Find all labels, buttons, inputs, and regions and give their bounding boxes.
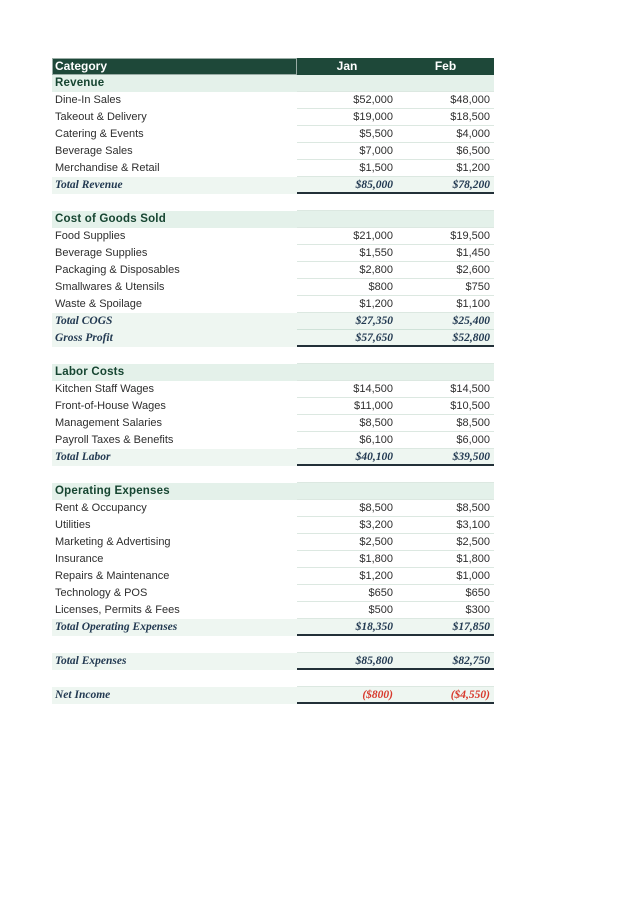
row-label-cell[interactable] [52, 347, 297, 364]
jan-amount-cell[interactable]: $11,000 [297, 398, 397, 415]
total-row [52, 330, 494, 347]
feb-amount-cell[interactable]: $18,500 [397, 109, 494, 126]
row-label-cell[interactable]: Marketing & Advertising [55, 536, 171, 548]
row-label-cell[interactable]: Total Expenses [52, 653, 297, 670]
feb-amount-cell[interactable]: $2,500 [397, 534, 494, 551]
feb-amount-cell[interactable] [397, 364, 494, 381]
feb-amount-cell[interactable]: $2,600 [397, 262, 494, 279]
feb-amount-cell[interactable]: $3,100 [397, 517, 494, 534]
data-row [52, 296, 494, 313]
data-row [52, 415, 494, 432]
feb-amount-cell[interactable]: ($4,550) [397, 687, 494, 704]
column-header-feb[interactable]: Feb [397, 58, 494, 75]
row-label-cell[interactable]: Management Salaries [55, 417, 163, 429]
feb-amount-cell[interactable]: $1,200 [397, 160, 494, 177]
jan-amount-cell[interactable]: $800 [297, 279, 397, 296]
row-label-cell[interactable]: Utilities [55, 519, 91, 531]
row-label-cell[interactable]: Total Revenue [52, 177, 297, 194]
data-row [52, 143, 494, 160]
feb-amount-cell[interactable]: $650 [397, 585, 494, 602]
jan-amount-cell[interactable]: $40,100 [297, 449, 397, 466]
jan-amount-cell[interactable] [297, 483, 397, 500]
jan-amount-cell[interactable]: $1,200 [297, 296, 397, 313]
jan-amount-cell[interactable] [297, 364, 397, 381]
table-body [52, 75, 494, 704]
data-row [52, 432, 494, 449]
jan-amount-cell[interactable]: $8,500 [297, 415, 397, 432]
jan-amount-cell[interactable]: $1,200 [297, 568, 397, 585]
feb-amount-cell[interactable]: $1,800 [397, 551, 494, 568]
total-row [52, 449, 494, 466]
feb-amount-cell[interactable]: $4,000 [397, 126, 494, 143]
feb-amount-cell[interactable]: $300 [397, 602, 494, 619]
feb-amount-cell[interactable]: $82,750 [397, 653, 494, 670]
jan-amount-cell[interactable]: ($800) [297, 687, 397, 704]
feb-amount-cell[interactable]: $1,000 [397, 568, 494, 585]
row-label-cell[interactable]: Insurance [55, 553, 104, 565]
row-label-cell[interactable]: Kitchen Staff Wages [55, 383, 155, 395]
section-title-cell[interactable]: Operating Expenses [52, 483, 297, 500]
column-header-category[interactable]: Category [52, 58, 297, 75]
jan-amount-cell[interactable]: $19,000 [297, 109, 397, 126]
row-label-cell[interactable]: Food Supplies [55, 230, 126, 242]
feb-amount-cell[interactable]: $6,500 [397, 143, 494, 160]
data-row [52, 381, 494, 398]
data-row [52, 585, 494, 602]
data-row [52, 245, 494, 262]
jan-amount-cell[interactable] [297, 194, 397, 211]
section-header-row [52, 483, 494, 500]
feb-amount-cell[interactable] [397, 347, 494, 364]
feb-amount-cell[interactable]: $78,200 [397, 177, 494, 194]
spacer-row [52, 194, 494, 211]
jan-amount-cell[interactable] [297, 670, 397, 687]
section-title-cell[interactable]: Revenue [52, 75, 297, 92]
row-label-cell[interactable]: Beverage Supplies [55, 247, 148, 259]
row-label-cell[interactable]: Gross Profit [52, 330, 297, 347]
feb-amount-cell[interactable]: $8,500 [397, 415, 494, 432]
jan-amount-cell[interactable]: $2,800 [297, 262, 397, 279]
feb-amount-cell[interactable]: $10,500 [397, 398, 494, 415]
column-header-jan[interactable]: Jan [297, 58, 397, 75]
row-label-cell[interactable]: Takeout & Delivery [55, 111, 147, 123]
row-label-cell[interactable] [52, 194, 297, 211]
jan-amount-cell[interactable]: $85,800 [297, 653, 397, 670]
data-row [52, 534, 494, 551]
row-label-cell[interactable]: Smallwares & Utensils [55, 281, 165, 293]
total-row [52, 313, 494, 330]
row-label-cell[interactable]: Waste & Spoilage [55, 298, 143, 310]
section-title-cell[interactable]: Labor Costs [52, 364, 297, 381]
spacer-row [52, 347, 494, 364]
spacer-row [52, 670, 494, 687]
feb-amount-cell[interactable] [397, 466, 494, 483]
jan-amount-cell[interactable]: $27,350 [297, 313, 397, 330]
data-row [52, 228, 494, 245]
data-row [52, 568, 494, 585]
total-row [52, 619, 494, 636]
feb-amount-cell[interactable]: $750 [397, 279, 494, 296]
feb-amount-cell[interactable]: $8,500 [397, 500, 494, 517]
row-label-cell[interactable]: Catering & Events [55, 128, 144, 140]
jan-amount-cell[interactable]: $650 [297, 585, 397, 602]
data-row [52, 126, 494, 143]
row-label-cell[interactable]: Merchandise & Retail [55, 162, 160, 174]
spacer-row [52, 466, 494, 483]
jan-amount-cell[interactable]: $18,350 [297, 619, 397, 636]
row-label-cell[interactable]: Net Income [52, 687, 297, 704]
section-header-row [52, 211, 494, 228]
feb-amount-cell[interactable]: $25,400 [397, 313, 494, 330]
section-title-cell[interactable]: Cost of Goods Sold [52, 211, 297, 228]
data-row [52, 92, 494, 109]
jan-amount-cell[interactable]: $1,800 [297, 551, 397, 568]
feb-amount-cell[interactable] [397, 670, 494, 687]
feb-amount-cell[interactable] [397, 75, 494, 92]
jan-amount-cell[interactable] [297, 636, 397, 653]
jan-amount-cell[interactable]: $8,500 [297, 500, 397, 517]
jan-amount-cell[interactable]: $2,500 [297, 534, 397, 551]
total-row [52, 177, 494, 194]
jan-amount-cell[interactable] [297, 347, 397, 364]
jan-amount-cell[interactable] [297, 211, 397, 228]
jan-amount-cell[interactable]: $85,000 [297, 177, 397, 194]
feb-amount-cell[interactable] [397, 211, 494, 228]
jan-amount-cell[interactable] [297, 466, 397, 483]
row-label-cell[interactable]: Packaging & Disposables [55, 264, 180, 276]
jan-amount-cell[interactable]: $14,500 [297, 381, 397, 398]
feb-amount-cell[interactable]: $6,000 [397, 432, 494, 449]
feb-amount-cell[interactable]: $17,850 [397, 619, 494, 636]
feb-amount-cell[interactable]: $1,450 [397, 245, 494, 262]
row-label-cell[interactable]: Licenses, Permits & Fees [55, 604, 180, 616]
jan-amount-cell[interactable]: $3,200 [297, 517, 397, 534]
row-label-cell[interactable]: Dine-In Sales [55, 94, 122, 106]
row-label-cell[interactable]: Beverage Sales [55, 145, 133, 157]
jan-amount-cell[interactable]: $57,650 [297, 330, 397, 347]
jan-amount-cell[interactable]: $7,000 [297, 143, 397, 160]
total-row [52, 653, 494, 670]
row-label-cell[interactable]: Technology & POS [55, 587, 148, 599]
table-header-row [52, 58, 494, 75]
data-row [52, 160, 494, 177]
row-label-cell[interactable]: Total Operating Expenses [52, 619, 297, 636]
row-label-cell[interactable]: Total Labor [52, 449, 297, 466]
row-label-cell[interactable]: Total COGS [52, 313, 297, 330]
jan-amount-cell[interactable]: $1,500 [297, 160, 397, 177]
feb-amount-cell[interactable]: $19,500 [397, 228, 494, 245]
jan-amount-cell[interactable]: $1,550 [297, 245, 397, 262]
section-header-row [52, 364, 494, 381]
row-label-cell[interactable]: Repairs & Maintenance [55, 570, 170, 582]
row-label-cell[interactable]: Front-of-House Wages [55, 400, 166, 412]
data-row [52, 500, 494, 517]
feb-amount-cell[interactable] [397, 636, 494, 653]
jan-amount-cell[interactable]: $52,000 [297, 92, 397, 109]
data-row [52, 109, 494, 126]
feb-amount-cell[interactable] [397, 194, 494, 211]
jan-amount-cell[interactable]: $500 [297, 602, 397, 619]
row-label-cell[interactable]: Rent & Occupancy [55, 502, 147, 514]
feb-amount-cell[interactable]: $52,800 [397, 330, 494, 347]
feb-amount-cell[interactable]: $48,000 [397, 92, 494, 109]
jan-amount-cell[interactable]: $5,500 [297, 126, 397, 143]
feb-amount-cell[interactable]: $1,100 [397, 296, 494, 313]
feb-amount-cell[interactable]: $14,500 [397, 381, 494, 398]
row-label-cell[interactable]: Payroll Taxes & Benefits [55, 434, 174, 446]
data-row [52, 279, 494, 296]
row-label-cell[interactable] [52, 636, 297, 653]
net-income-row [52, 687, 494, 704]
feb-amount-cell[interactable] [397, 483, 494, 500]
data-row [52, 262, 494, 279]
row-label-cell[interactable] [52, 466, 297, 483]
jan-amount-cell[interactable]: $6,100 [297, 432, 397, 449]
row-label-cell[interactable] [52, 670, 297, 687]
data-row [52, 551, 494, 568]
data-row [52, 602, 494, 619]
jan-amount-cell[interactable] [297, 75, 397, 92]
spacer-row [52, 636, 494, 653]
feb-amount-cell[interactable]: $39,500 [397, 449, 494, 466]
data-row [52, 398, 494, 415]
pnl-table [52, 58, 494, 704]
data-row [52, 517, 494, 534]
jan-amount-cell[interactable]: $21,000 [297, 228, 397, 245]
section-header-row [52, 75, 494, 92]
